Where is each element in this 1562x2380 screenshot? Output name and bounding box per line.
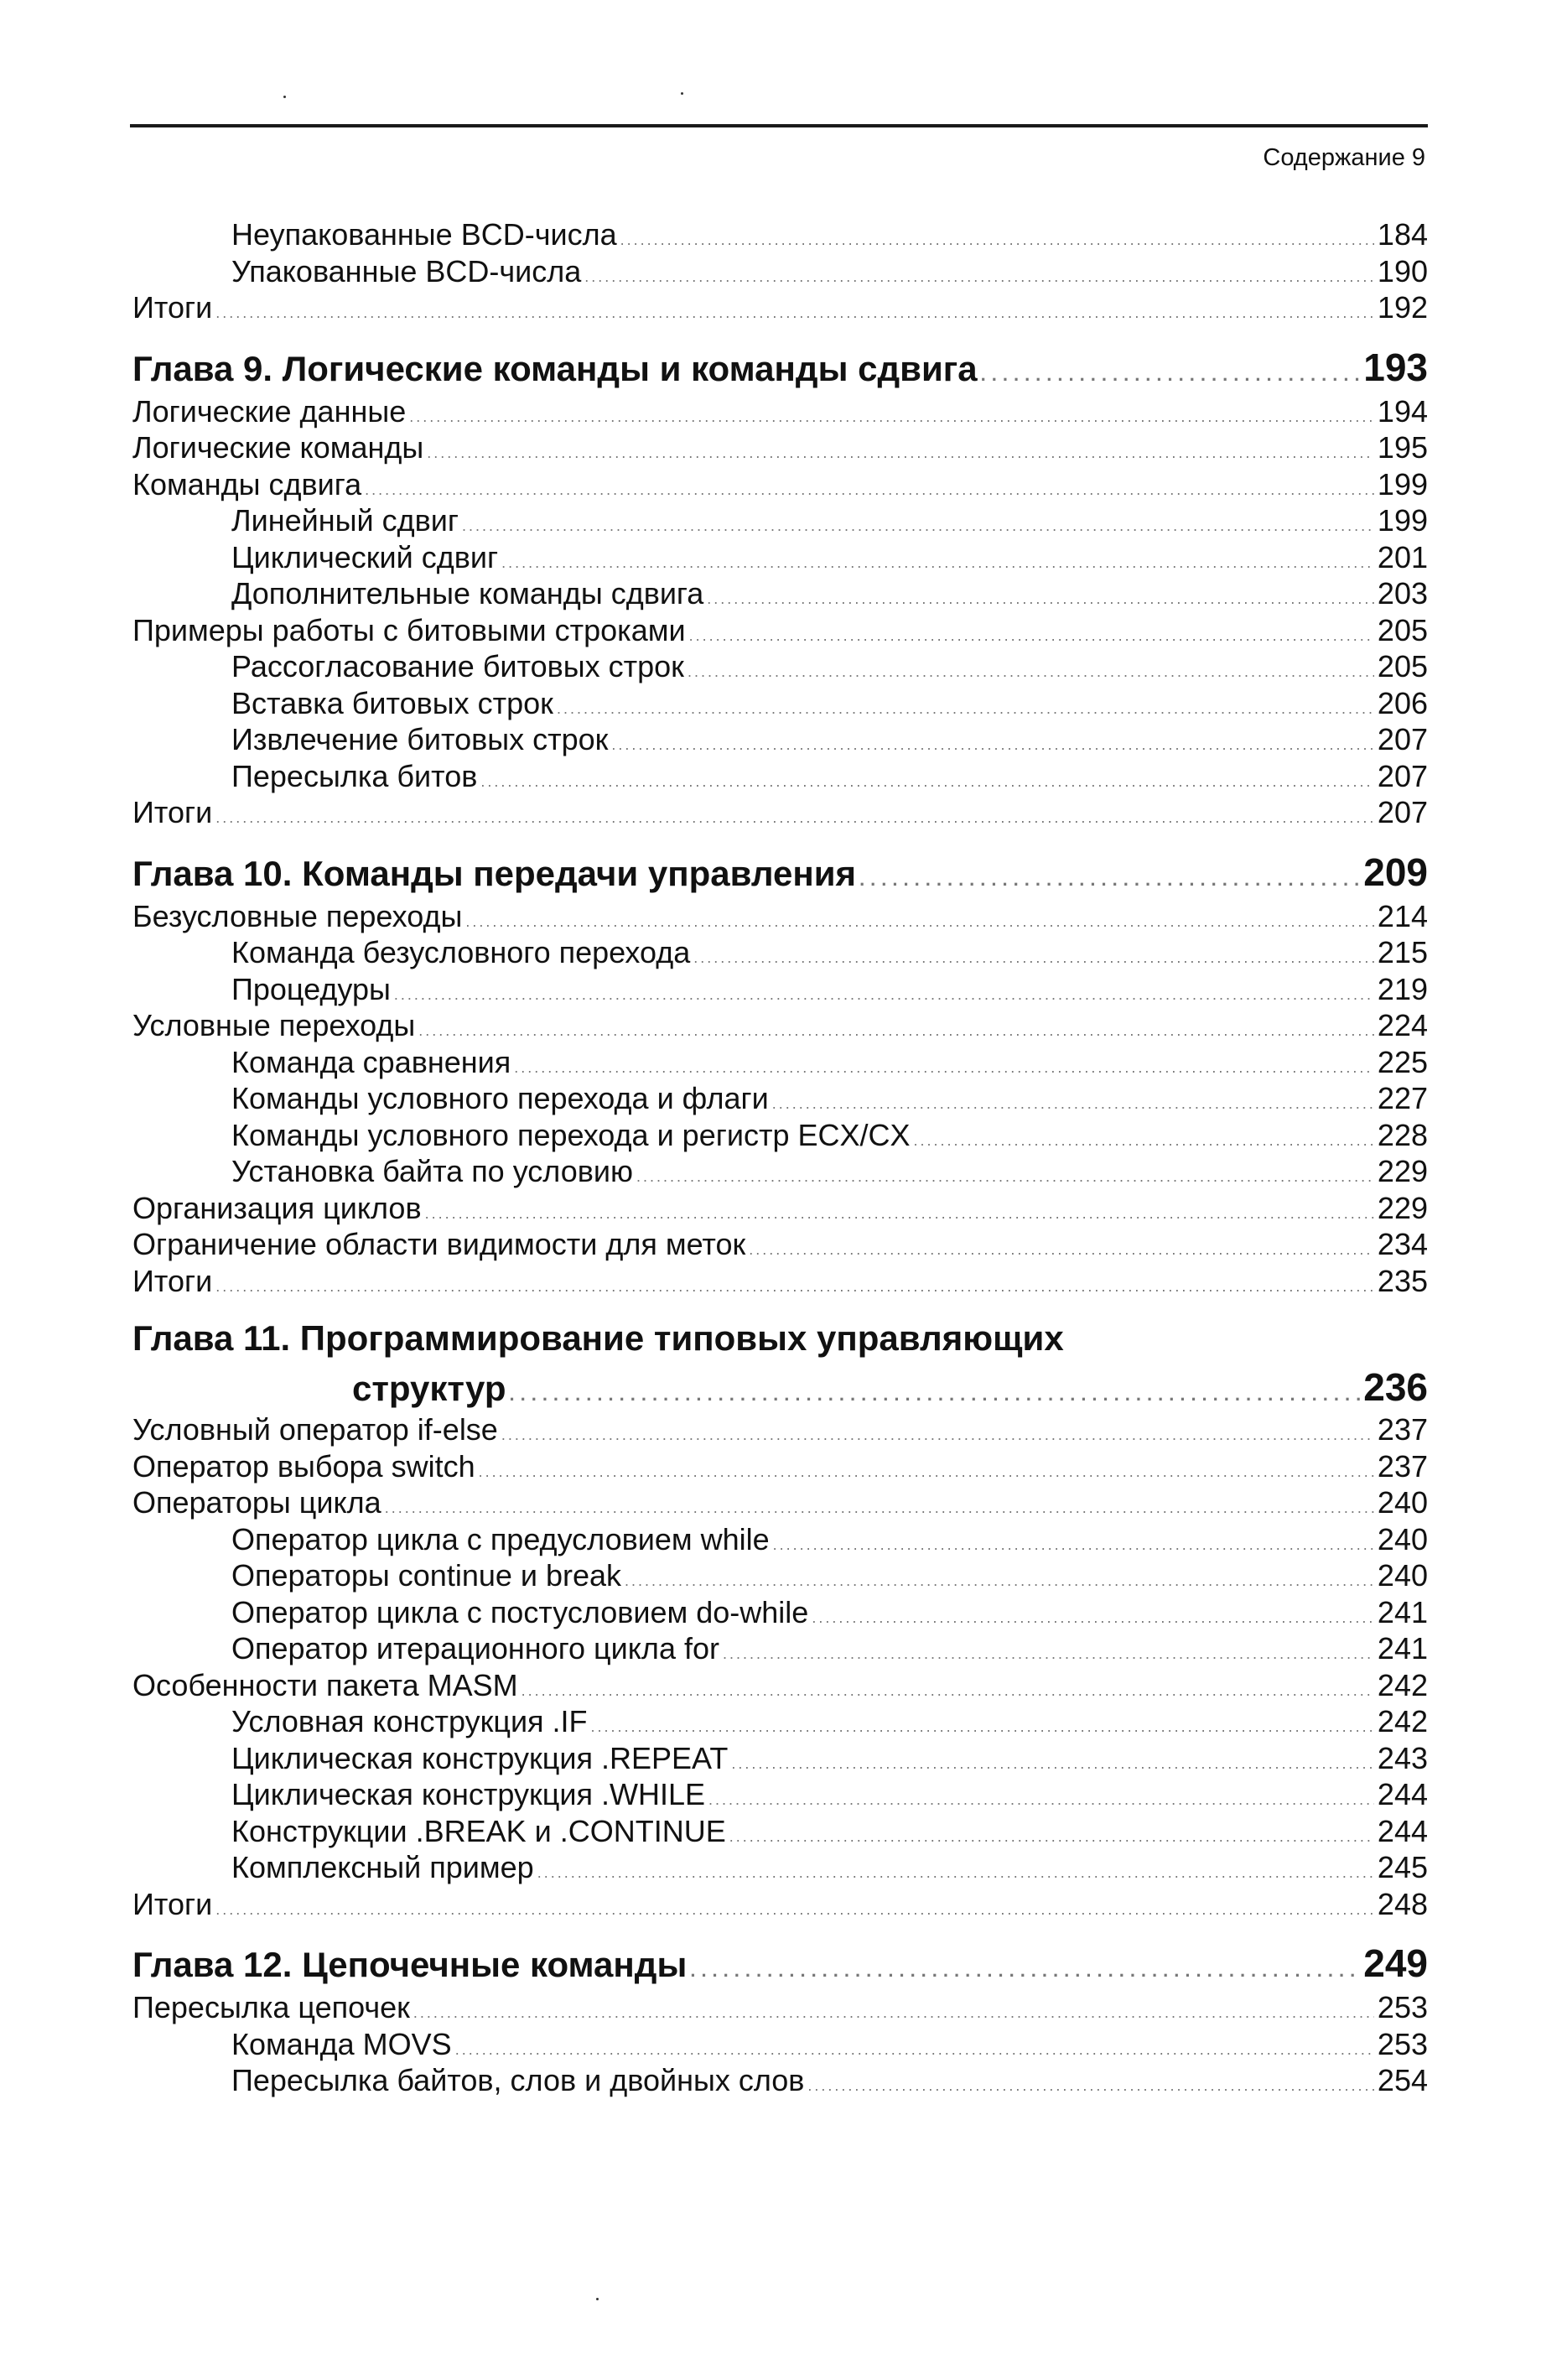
toc-entry-title: Циклический сдвиг <box>231 539 499 574</box>
toc-entry[interactable] <box>132 934 1428 971</box>
toc-entry-title: Процедуры <box>231 971 391 1006</box>
toc-entry-title: Пересылка битов <box>231 758 478 793</box>
toc-entry-page: 242 <box>1377 1667 1428 1702</box>
toc-entry-title: Вставка битовых строк <box>231 685 553 720</box>
toc-entry-page: 192 <box>1377 290 1428 325</box>
toc-entry-page: 227 <box>1377 1081 1428 1115</box>
toc-entry-page: 228 <box>1377 1117 1428 1152</box>
toc-entry[interactable] <box>132 971 1428 1008</box>
toc-chapter-heading-continued[interactable] <box>132 1363 1428 1411</box>
toc-entry-page: 207 <box>1377 758 1428 793</box>
toc-entry[interactable] <box>132 539 1428 576</box>
toc-entry-page: 195 <box>1377 430 1428 465</box>
toc-entry-title: структур <box>352 1369 506 1408</box>
toc-dot-leader <box>859 848 1360 906</box>
toc-entry-title: Примеры работы с битовыми строками <box>132 612 686 647</box>
toc-entry-title: Циклическая конструкция .WHILE <box>231 1777 705 1811</box>
toc-entry-title: Конструкции .BREAK и .CONTINUE <box>231 1813 726 1848</box>
toc-entry-page: 236 <box>1363 1365 1428 1409</box>
toc-entry[interactable] <box>132 758 1428 795</box>
running-header-title: Содержание <box>1263 144 1405 171</box>
toc-dot-leader <box>215 794 1374 837</box>
toc-entry-page: 254 <box>1377 2063 1428 2097</box>
toc-entry-page: 199 <box>1377 466 1428 501</box>
toc-dot-leader <box>690 1939 1360 1997</box>
toc-entry[interactable] <box>132 429 1428 466</box>
toc-entry-title: Условная конструкция .IF <box>231 1704 588 1738</box>
toc-entry-page: 205 <box>1377 649 1428 683</box>
toc-entry-page: 241 <box>1377 1594 1428 1629</box>
toc-entry[interactable] <box>132 1703 1428 1740</box>
toc-entry-title: Логические команды <box>132 430 424 465</box>
toc-dot-leader <box>807 2062 1374 2105</box>
toc-entry[interactable] <box>132 1740 1428 1777</box>
toc-entry[interactable] <box>132 1813 1428 1850</box>
toc-dot-leader <box>215 1886 1374 1929</box>
toc-chapter-heading[interactable] <box>132 1937 1428 1989</box>
toc-entry-title: Пересылка цепочек <box>132 1990 410 2024</box>
toc-entry-page: 205 <box>1377 612 1428 647</box>
toc-entry[interactable] <box>132 1630 1428 1667</box>
toc-entry[interactable] <box>132 1263 1428 1300</box>
toc-entry[interactable] <box>132 1776 1428 1813</box>
toc-chapter-heading[interactable] <box>132 846 1428 898</box>
toc-entry-page: 215 <box>1377 935 1428 969</box>
toc-entry[interactable] <box>132 1557 1428 1594</box>
toc-entry-title: Пересылка байтов, слов и двойных слов <box>231 2063 805 2097</box>
toc-entry-page: 245 <box>1377 1850 1428 1884</box>
toc-entry-page: 190 <box>1377 253 1428 288</box>
toc-entry-page: 199 <box>1377 503 1428 538</box>
toc-entry[interactable] <box>132 898 1428 935</box>
toc-entry[interactable] <box>132 1989 1428 2026</box>
toc-entry[interactable] <box>132 1849 1428 1886</box>
toc-entry-title: Команда безусловного перехода <box>231 935 691 969</box>
toc-entry-page: 244 <box>1377 1777 1428 1811</box>
toc-entry[interactable] <box>132 612 1428 649</box>
toc-entry[interactable] <box>132 1117 1428 1154</box>
toc-entry-title: Оператор выбора switch <box>132 1448 475 1484</box>
toc-entry-title: Итоги <box>132 1886 213 1921</box>
toc-entry-title: Логические данные <box>132 393 407 429</box>
toc-entry[interactable] <box>132 1007 1428 1044</box>
toc-entry[interactable] <box>132 1448 1428 1485</box>
toc-entry-page: 234 <box>1377 1227 1428 1261</box>
toc-entry-page: 194 <box>1377 393 1428 429</box>
toc-entry-title: Установка байта по условию <box>231 1154 633 1188</box>
toc-entry[interactable] <box>132 2026 1428 2063</box>
toc-entry-page: 184 <box>1377 217 1428 252</box>
toc-entry-page: 219 <box>1377 971 1428 1006</box>
toc-entry-page: 240 <box>1377 1558 1428 1593</box>
toc-entry-title: Безусловные переходы <box>132 898 463 933</box>
running-header <box>1090 144 1425 172</box>
toc-entry-title: Глава 10. Команды передачи управления <box>132 853 857 893</box>
toc-entry-title: Итоги <box>132 290 213 325</box>
toc-entry[interactable] <box>132 1484 1428 1521</box>
toc-entry[interactable] <box>132 1080 1428 1117</box>
toc-entry[interactable] <box>132 1667 1428 1704</box>
toc-entry[interactable] <box>132 216 1428 253</box>
toc-dot-leader <box>981 343 1361 401</box>
page-number: 9 <box>1411 144 1425 171</box>
toc-entry-page: 209 <box>1363 850 1428 894</box>
toc-entry-title: Команды условного перехода и флаги <box>231 1081 769 1115</box>
toc-entry-page: 229 <box>1377 1154 1428 1188</box>
toc-entry-page: 249 <box>1363 1941 1428 1985</box>
toc-entry-page: 206 <box>1377 685 1428 720</box>
toc-dot-leader <box>215 289 1374 332</box>
toc-entry-title: Комплексный пример <box>231 1850 534 1884</box>
toc-entry-page: 244 <box>1377 1813 1428 1848</box>
toc-entry-title: Итоги <box>132 795 213 829</box>
toc-entry[interactable] <box>132 575 1428 612</box>
toc-entry[interactable] <box>132 393 1428 430</box>
toc-chapter-heading[interactable] <box>132 1314 1428 1363</box>
toc-entry-title: Команда MOVS <box>231 2026 452 2061</box>
scan-speck <box>283 96 286 98</box>
toc-entry[interactable] <box>132 721 1428 758</box>
table-of-contents <box>132 216 1428 2099</box>
toc-entry-page: 243 <box>1377 1740 1428 1775</box>
toc-entry[interactable] <box>132 289 1428 326</box>
toc-entry-title: Дополнительные команды сдвига <box>231 576 704 611</box>
toc-entry[interactable] <box>132 253 1428 290</box>
toc-entry-title: Ограничение области видимости для меток <box>132 1227 746 1261</box>
toc-entry-page: 201 <box>1377 539 1428 574</box>
toc-entry[interactable] <box>132 1411 1428 1448</box>
toc-entry-page: 229 <box>1377 1190 1428 1225</box>
toc-entry-page: 207 <box>1377 795 1428 829</box>
toc-entry[interactable] <box>132 502 1428 539</box>
toc-entry-title: Итоги <box>132 1263 213 1298</box>
toc-entry-page: 248 <box>1377 1886 1428 1921</box>
toc-entry-title: Команды условного перехода и регистр ECX/CX <box>231 1117 911 1152</box>
toc-entry-title: Оператор цикла с постусловием do-while <box>231 1594 809 1629</box>
toc-entry-title: Операторы continue и break <box>231 1558 622 1593</box>
toc-entry-title: Глава 9. Логические команды и команды сдвига <box>132 348 978 388</box>
toc-entry[interactable] <box>132 685 1428 722</box>
toc-entry-page: 241 <box>1377 1631 1428 1665</box>
toc-entry[interactable] <box>132 1190 1428 1227</box>
toc-entry[interactable] <box>132 794 1428 831</box>
toc-entry[interactable] <box>132 1886 1428 1923</box>
toc-entry-page: 214 <box>1377 898 1428 933</box>
toc-entry[interactable] <box>132 2062 1428 2099</box>
toc-entry-page: 193 <box>1363 345 1428 389</box>
scan-speck <box>681 92 683 95</box>
toc-entry-title: Организация циклов <box>132 1190 422 1225</box>
toc-entry-page: 224 <box>1377 1008 1428 1042</box>
toc-entry-title: Условные переходы <box>132 1008 416 1042</box>
toc-entry-title: Упакованные BCD-числа <box>231 253 582 288</box>
toc-entry-title: Извлечение битовых строк <box>231 722 609 756</box>
toc-entry-title: Неупакованные BCD-числа <box>231 217 617 252</box>
toc-entry[interactable] <box>132 1226 1428 1263</box>
toc-entry-title: Команда сравнения <box>231 1044 511 1079</box>
toc-entry-title: Глава 12. Цепочечные команды <box>132 1945 688 1984</box>
toc-chapter-heading[interactable] <box>132 341 1428 393</box>
toc-entry[interactable] <box>132 1594 1428 1631</box>
toc-entry[interactable] <box>132 1521 1428 1558</box>
toc-entry[interactable] <box>132 648 1428 685</box>
toc-entry-page: 237 <box>1377 1412 1428 1447</box>
toc-entry-page: 240 <box>1377 1521 1428 1556</box>
toc-entry[interactable] <box>132 1153 1428 1190</box>
header-rule <box>130 124 1428 127</box>
scan-speck <box>596 2298 599 2300</box>
toc-entry-page: 203 <box>1377 576 1428 611</box>
toc-entry-title: Операторы цикла <box>132 1485 381 1520</box>
toc-entry-title: Условный оператор if-else <box>132 1412 498 1447</box>
toc-entry-page: 207 <box>1377 722 1428 756</box>
toc-entry-page: 242 <box>1377 1704 1428 1738</box>
toc-dot-leader <box>215 1263 1374 1306</box>
toc-entry-page: 235 <box>1377 1263 1428 1298</box>
toc-entry-page: 225 <box>1377 1044 1428 1079</box>
toc-entry-title: Глава 11. Программирование типовых управляющих <box>132 1318 1064 1358</box>
toc-entry-title: Линейный сдвиг <box>231 503 459 538</box>
toc-entry-page: 237 <box>1377 1448 1428 1484</box>
toc-entry-title: Команды сдвига <box>132 466 362 501</box>
toc-entry-page: 253 <box>1377 1990 1428 2024</box>
toc-entry-title: Циклическая конструкция .REPEAT <box>231 1740 729 1775</box>
toc-entry-title: Оператор итерационного цикла for <box>231 1631 719 1665</box>
toc-entry-page: 240 <box>1377 1485 1428 1520</box>
toc-entry[interactable] <box>132 1044 1428 1081</box>
toc-entry-page: 253 <box>1377 2026 1428 2061</box>
toc-entry-title: Оператор цикла с предусловием while <box>231 1521 770 1556</box>
toc-entry[interactable] <box>132 466 1428 503</box>
toc-entry-title: Особенности пакета MASM <box>132 1667 518 1702</box>
toc-entry-title: Рассогласование битовых строк <box>231 649 684 683</box>
